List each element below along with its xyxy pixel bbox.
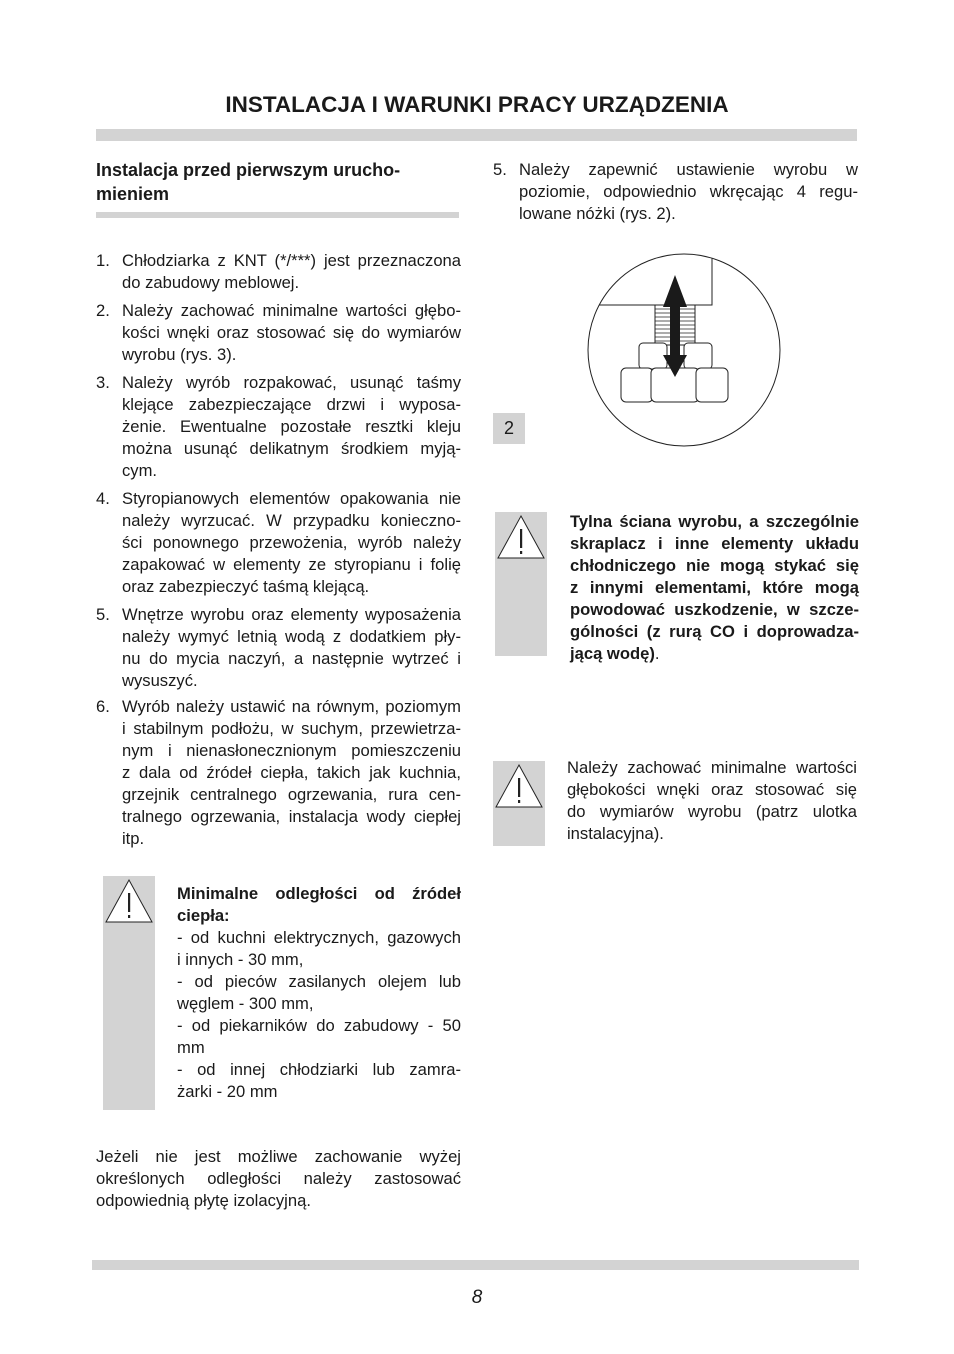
text-line: skraplacz i inne elementy układu (570, 534, 859, 553)
warning-box-heat (103, 876, 155, 1110)
section-heading-line1: Instalacja przed pierwszym urucho- (96, 160, 401, 180)
list-item-number: 6. (96, 697, 110, 716)
list-item-number: 3. (96, 373, 110, 392)
text-line: lowane nóżki (rys. 2). (519, 204, 676, 223)
footer-divider (92, 1260, 859, 1270)
list-item (96, 604, 461, 692)
text-line: wyrobu (rys. 3). (122, 345, 237, 364)
text-line: - od piekarników do zabudowy - 50 (177, 1016, 461, 1035)
section-heading-line2: mieniem (96, 184, 170, 204)
warning-box-back (495, 512, 547, 656)
warning-back-text (570, 511, 859, 665)
list-item-text (122, 372, 461, 482)
text-line: - od innej chłodziarki lub zamra- (177, 1060, 461, 1079)
text-line: poziomie, odpowiednio wkręcając 4 regu- (519, 182, 858, 201)
text-line: odpowiednią płytę izolacyjną. (96, 1191, 311, 1210)
sentence-end: . (654, 644, 660, 663)
section-divider (96, 212, 459, 218)
text-line: należy wymyć letnią wodą z dodatkiem pły- (122, 627, 461, 646)
warning-heat-text (177, 883, 461, 1103)
text-line: tralnego ogrzewania, instalacja wody ciepłej (122, 807, 461, 826)
list-item (96, 250, 461, 294)
text-line: chłodniczego nie mogą stykać się (570, 556, 859, 575)
text-line: Tylna ściana wyrobu, a szczególnie (570, 512, 859, 531)
text-line: - od pieców zasilanych olejem lub (177, 972, 461, 991)
insulation-paragraph (96, 1146, 461, 1212)
list-item-text (519, 159, 858, 225)
text-line: zapakować w elementy ze styropianu i folię (122, 555, 461, 574)
warning-heat-title-2: ciepła: (177, 906, 230, 925)
text-line: Wnętrze wyrobu oraz elementy wyposażenia (122, 605, 461, 624)
text-line: klejące zabezpieczające drzwi i wyposa- (122, 395, 461, 414)
list-item-text (122, 250, 461, 294)
text-line: do zabudowy meblowej. (122, 273, 300, 292)
text-line: Wyrób należy ustawić na równym, poziomym (122, 697, 461, 716)
list-item-number: 1. (96, 251, 110, 270)
list-item-number: 4. (96, 489, 110, 508)
header-divider (96, 129, 857, 141)
text-line: nu do mycia naczyń, a następnie wytrzeć i (122, 649, 461, 668)
warning-depth-text (567, 757, 857, 845)
list-item-text (122, 604, 461, 692)
text-line: powodować uszkodzenie, w szcze- (570, 600, 859, 619)
list-item (96, 300, 461, 366)
list-item-number: 2. (96, 301, 110, 320)
text-line: węglem - 300 mm, (177, 994, 314, 1013)
warning-triangle-icon (495, 512, 547, 564)
text-line: można usunąć delikatnym środkiem myją- (122, 439, 461, 458)
text-line: do wymiarów wyrobu (patrz ulotka (567, 802, 857, 821)
text-line: grzejnik centralnego ogrzewania, rura cen- (122, 785, 461, 804)
text-line: i innych - 30 mm, (177, 950, 304, 969)
text-line: należy wyrzucać. W przypadku konieczno- (122, 511, 461, 530)
text-line: kości wnęki oraz stosować się do wymiarów (122, 323, 461, 342)
text-line: Należy zachować minimalne wartości głębo- (122, 301, 461, 320)
list-item-text (122, 300, 461, 366)
text-line: Należy wyrób rozpakować, usunąć taśmy (122, 373, 461, 392)
text-line: żarki - 20 mm (177, 1082, 278, 1101)
list-item-text (122, 696, 461, 850)
list-item (96, 696, 461, 850)
text-line: i stabilnym podłożu, w suchym, przewietrza- (122, 719, 461, 738)
text-line: oraz zabezpieczyć taśmą klejącą. (122, 577, 370, 596)
text-line: mm (177, 1038, 205, 1057)
text-line: Jeżeli nie jest możliwe zachowanie wyżej (96, 1147, 461, 1166)
text-line: Należy zapewnić ustawienie wyrobu w (519, 160, 858, 179)
text-line: głębokości wnęki oraz stosować się (567, 780, 857, 799)
list-item-text (122, 488, 461, 598)
warning-heat-title-1: Minimalne odległości od źródeł (177, 884, 461, 903)
text-line: - od kuchni elektrycznych, gazowych (177, 928, 461, 947)
warning-triangle-icon (493, 761, 545, 813)
list-item (96, 372, 461, 482)
adjustable-foot-illustration (585, 251, 783, 449)
list-item (96, 488, 461, 598)
text-line: Styropianowych elementów opakowania nie (122, 489, 461, 508)
text-line: Chłodziarka z KNT (*/***) jest przeznaczona (122, 251, 461, 270)
section-heading (96, 158, 456, 206)
text-line: z dala od źródeł ciepła, takich jak kuchnia, (122, 763, 461, 782)
levelling-step (493, 159, 858, 225)
page-title: INSTALACJA I WARUNKI PRACY URZĄDZENIA (225, 92, 729, 117)
text-line: gólności (z rurą CO i doprowadza- (570, 622, 859, 641)
text-line: określonych odległości należy zastosować (96, 1169, 461, 1188)
text-line: itp. (122, 829, 145, 848)
warning-box-depth (493, 761, 545, 846)
figure-label: 2 (493, 413, 525, 444)
text-line: ści ponownego przewożenia, wyrób należy (122, 533, 461, 552)
text-line: instalacyjna). (567, 824, 664, 843)
list-item-number: 5. (493, 160, 507, 179)
page-number: 8 (471, 1287, 483, 1308)
warning-triangle-icon (103, 876, 155, 928)
list-item-number: 5. (96, 605, 110, 624)
text-line: żenie. Ewentualne pozostałe resztki kleju (122, 417, 461, 436)
text-line: nym i nienasłonecznionym pomieszczeniu (122, 741, 461, 760)
text-line: cym. (122, 461, 158, 480)
text-line: z innymi elementami, które mogą (570, 578, 859, 597)
text-line: wysuszyć. (122, 671, 198, 690)
text-line: jącą wodę) (570, 644, 655, 663)
text-line: Należy zachować minimalne wartości (567, 758, 857, 777)
